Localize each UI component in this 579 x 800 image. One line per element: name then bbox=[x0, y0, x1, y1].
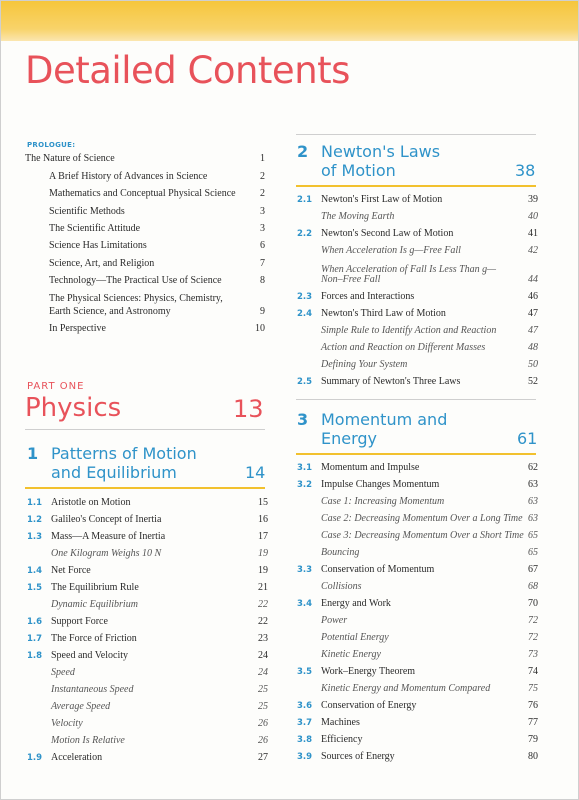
page-title: Detailed Contents bbox=[25, 49, 350, 92]
toc-subentry: Power bbox=[321, 615, 348, 626]
part-page: 13 bbox=[233, 395, 264, 423]
toc-entry: Earth Science, and Astronomy bbox=[49, 306, 171, 317]
toc-page-number: 42 bbox=[528, 245, 538, 256]
header-band bbox=[1, 1, 578, 41]
chapter-2-rule bbox=[296, 185, 536, 187]
chapter-2-title-line1: Newton's Laws bbox=[321, 142, 441, 161]
toc-page-number: 46 bbox=[528, 291, 538, 302]
section-number: 1.9 bbox=[27, 753, 43, 763]
part-divider bbox=[25, 429, 265, 430]
toc-page-number: 25 bbox=[258, 684, 268, 695]
toc-page-number: 63 bbox=[528, 479, 538, 490]
chapter-3-rule bbox=[296, 453, 536, 455]
section-number: 1.3 bbox=[27, 532, 43, 542]
section-number: 2.3 bbox=[297, 292, 313, 302]
toc-page-number: 79 bbox=[528, 734, 538, 745]
section-number: 1.7 bbox=[27, 634, 43, 644]
toc-page-number: 41 bbox=[528, 228, 538, 239]
toc-page-number: 6 bbox=[260, 240, 265, 251]
toc-entry: Sources of Energy bbox=[321, 751, 395, 762]
section-number: 3.3 bbox=[297, 565, 313, 575]
chapter-3-title-line2: Energy bbox=[321, 429, 378, 448]
toc-entry: Galileo's Concept of Inertia bbox=[51, 514, 162, 525]
toc-entry: The Nature of Science bbox=[25, 153, 115, 164]
toc-page-number: 44 bbox=[528, 274, 538, 285]
toc-subentry: When Acceleration Is g—Free Fall bbox=[321, 245, 461, 256]
toc-entry: Momentum and Impulse bbox=[321, 462, 420, 473]
toc-page-number: 67 bbox=[528, 564, 538, 575]
chapter-1-title-line1: Patterns of Motion bbox=[51, 444, 197, 463]
toc-entry: Mathematics and Conceptual Physical Science bbox=[49, 188, 236, 199]
toc-entry: A Brief History of Advances in Science bbox=[49, 171, 208, 182]
section-number: 2.1 bbox=[297, 195, 313, 205]
toc-entry: Conservation of Momentum bbox=[321, 564, 435, 575]
toc-subentry: Dynamic Equilibrium bbox=[51, 599, 138, 610]
toc-entry: The Equilibrium Rule bbox=[51, 582, 139, 593]
section-number: 3.1 bbox=[297, 463, 313, 473]
prologue-label: PROLOGUE: bbox=[27, 141, 76, 149]
section-number: 3.5 bbox=[297, 667, 313, 677]
chapter-2-number: 2 bbox=[297, 142, 309, 161]
toc-page-number: 73 bbox=[528, 649, 538, 660]
toc-page-number: 15 bbox=[258, 497, 268, 508]
toc-subentry: Kinetic Energy and Momentum Compared bbox=[321, 683, 491, 694]
toc-page-number: 19 bbox=[258, 548, 268, 559]
toc-page-number: 3 bbox=[260, 223, 265, 234]
toc-page-number: 26 bbox=[258, 718, 268, 729]
toc-subentry: Simple Rule to Identify Action and Reaction bbox=[321, 325, 497, 336]
toc-page-number: 7 bbox=[260, 258, 265, 269]
toc-page-number: 65 bbox=[528, 547, 538, 558]
toc-subentry: When Acceleration of Fall Is Less Than g— bbox=[321, 264, 497, 275]
toc-page-number: 25 bbox=[258, 701, 268, 712]
toc-page-number: 1 bbox=[260, 153, 265, 164]
toc-subentry: The Moving Earth bbox=[321, 211, 395, 222]
toc-subentry: Case 3: Decreasing Momentum Over a Short Time bbox=[321, 530, 524, 541]
toc-entry: Science, Art, and Religion bbox=[49, 258, 155, 269]
toc-page-number: 16 bbox=[258, 514, 268, 525]
chapter-1-number: 1 bbox=[27, 444, 39, 463]
toc-page-number: 47 bbox=[528, 325, 538, 336]
toc-page-number: 77 bbox=[528, 717, 538, 728]
toc-subentry: One Kilogram Weighs 10 N bbox=[51, 548, 162, 559]
toc-page-number: 2 bbox=[260, 171, 265, 182]
toc-page-number: 65 bbox=[528, 530, 538, 541]
section-number: 2.2 bbox=[297, 229, 313, 239]
toc-page-number: 19 bbox=[258, 565, 268, 576]
toc-page-number: 8 bbox=[260, 275, 265, 286]
section-number: 1.1 bbox=[27, 498, 43, 508]
toc-entry: Newton's First Law of Motion bbox=[321, 194, 443, 205]
toc-subentry: Velocity bbox=[51, 718, 83, 729]
section-number: 1.2 bbox=[27, 515, 43, 525]
toc-page-number: 52 bbox=[528, 376, 538, 387]
toc-page-number: 22 bbox=[258, 599, 268, 610]
section-number: 3.7 bbox=[297, 718, 313, 728]
toc-page-number: 70 bbox=[528, 598, 538, 609]
toc-entry: Scientific Methods bbox=[49, 206, 125, 217]
toc-subentry: Bouncing bbox=[321, 547, 360, 558]
toc-subentry: Case 2: Decreasing Momentum Over a Long Time bbox=[321, 513, 523, 524]
toc-page-number: 63 bbox=[528, 513, 538, 524]
toc-page-number: 9 bbox=[260, 306, 265, 317]
toc-entry: Science Has Limitations bbox=[49, 240, 147, 251]
toc-page-number: 26 bbox=[258, 735, 268, 746]
toc-entry: Technology—The Practical Use of Science bbox=[49, 275, 222, 286]
toc-page-number: 40 bbox=[528, 211, 538, 222]
toc-entry: Support Force bbox=[51, 616, 108, 627]
toc-entry: Machines bbox=[321, 717, 360, 728]
toc-page-number: 72 bbox=[528, 615, 538, 626]
toc-page-number: 76 bbox=[528, 700, 538, 711]
toc-page-number: 74 bbox=[528, 666, 538, 677]
toc-page-number: 72 bbox=[528, 632, 538, 643]
section-number: 3.4 bbox=[297, 599, 313, 609]
chapter-1-page: 14 bbox=[245, 463, 266, 482]
section-number: 3.8 bbox=[297, 735, 313, 745]
toc-subentry: Non–Free Fall bbox=[321, 274, 381, 285]
toc-entry: The Physical Sciences: Physics, Chemistry, bbox=[49, 293, 223, 304]
toc-page-number: 47 bbox=[528, 308, 538, 319]
chapter-2-page: 38 bbox=[515, 161, 536, 180]
section-number: 3.9 bbox=[297, 752, 313, 762]
chapter-3-top-divider bbox=[296, 399, 536, 400]
toc-page-number: 3 bbox=[260, 206, 265, 217]
chapter-3-page: 61 bbox=[517, 429, 538, 448]
toc-entry: Summary of Newton's Three Laws bbox=[321, 376, 461, 387]
toc-entry: Work–Energy Theorem bbox=[321, 666, 416, 677]
section-number: 1.4 bbox=[27, 566, 43, 576]
toc-subentry: Defining Your System bbox=[321, 359, 408, 370]
toc-subentry: Potential Energy bbox=[321, 632, 389, 643]
toc-page-number: 22 bbox=[258, 616, 268, 627]
toc-entry: Forces and Interactions bbox=[321, 291, 415, 302]
section-number: 1.5 bbox=[27, 583, 43, 593]
toc-page-number: 63 bbox=[528, 496, 538, 507]
toc-entry: Energy and Work bbox=[321, 598, 391, 609]
toc-entry: Net Force bbox=[51, 565, 91, 576]
toc-page-number: 2 bbox=[260, 188, 265, 199]
toc-entry: Efficiency bbox=[321, 734, 363, 745]
section-number: 3.6 bbox=[297, 701, 313, 711]
toc-entry: The Force of Friction bbox=[51, 633, 137, 644]
section-number: 1.6 bbox=[27, 617, 43, 627]
toc-subentry: Average Speed bbox=[51, 701, 111, 712]
toc-entry: Conservation of Energy bbox=[321, 700, 417, 711]
toc-subentry: Collisions bbox=[321, 581, 362, 592]
toc-page-number: 24 bbox=[258, 667, 268, 678]
toc-entry: Mass—A Measure of Inertia bbox=[51, 531, 166, 542]
toc-entry: Acceleration bbox=[51, 752, 103, 763]
toc-subentry: Case 1: Increasing Momentum bbox=[321, 496, 445, 507]
section-number: 2.5 bbox=[297, 377, 313, 387]
chapter-1-title-line2: and Equilibrium bbox=[51, 463, 177, 482]
part-one-label: PART ONE bbox=[27, 381, 85, 392]
part-title: Physics bbox=[25, 393, 122, 423]
chapter-3-number: 3 bbox=[297, 410, 309, 429]
toc-entry: Newton's Second Law of Motion bbox=[321, 228, 454, 239]
toc-page-number: 48 bbox=[528, 342, 538, 353]
chapter-2-top-divider bbox=[296, 134, 536, 135]
section-number: 2.4 bbox=[297, 309, 313, 319]
toc-entry: In Perspective bbox=[49, 323, 106, 334]
toc-page-number: 75 bbox=[528, 683, 538, 694]
toc-entry: Impulse Changes Momentum bbox=[321, 479, 440, 490]
toc-entry: Newton's Third Law of Motion bbox=[321, 308, 446, 319]
chapter-1-rule bbox=[25, 487, 265, 489]
toc-page-number: 21 bbox=[258, 582, 268, 593]
toc-page-number: 17 bbox=[258, 531, 268, 542]
section-number: 1.8 bbox=[27, 651, 43, 661]
toc-entry: Aristotle on Motion bbox=[51, 497, 131, 508]
toc-page-number: 24 bbox=[258, 650, 268, 661]
toc-page-number: 62 bbox=[528, 462, 538, 473]
toc-subentry: Kinetic Energy bbox=[321, 649, 381, 660]
chapter-3-title-line1: Momentum and bbox=[321, 410, 448, 429]
toc-subentry: Action and Reaction on Different Masses bbox=[321, 342, 486, 353]
toc-page-number: 23 bbox=[258, 633, 268, 644]
toc-subentry: Instantaneous Speed bbox=[51, 684, 134, 695]
chapter-2-title-line2: of Motion bbox=[321, 161, 396, 180]
toc-subentry: Speed bbox=[51, 667, 75, 678]
toc-page-number: 50 bbox=[528, 359, 538, 370]
toc-page-number: 39 bbox=[528, 194, 538, 205]
toc-page-number: 68 bbox=[528, 581, 538, 592]
toc-page-number: 27 bbox=[258, 752, 268, 763]
toc-subentry: Motion Is Relative bbox=[51, 735, 125, 746]
toc-page-number: 10 bbox=[255, 323, 265, 334]
toc-entry: The Scientific Attitude bbox=[49, 223, 141, 234]
toc-page-number: 80 bbox=[528, 751, 538, 762]
section-number: 3.2 bbox=[297, 480, 313, 490]
toc-entry: Speed and Velocity bbox=[51, 650, 129, 661]
